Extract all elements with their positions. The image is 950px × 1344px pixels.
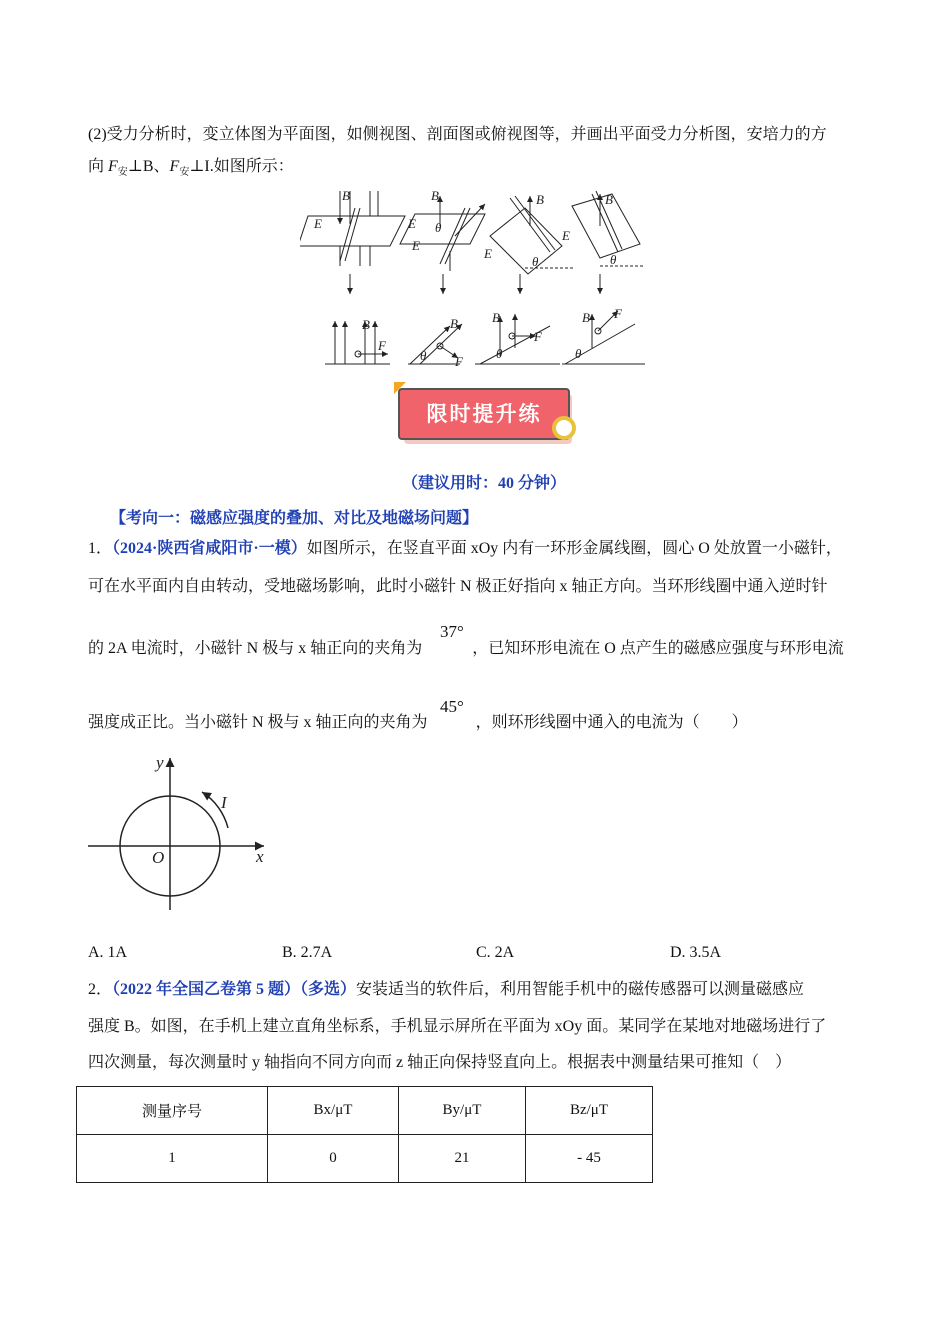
- practice-banner: [396, 386, 576, 448]
- label-b: B: [450, 316, 458, 331]
- coil-figure: [84, 752, 274, 912]
- subscript-an: 安: [117, 167, 128, 179]
- label-e: E: [484, 246, 492, 261]
- angle-45: 45°: [440, 697, 464, 716]
- label-y: y: [156, 753, 164, 772]
- force-symbol: F: [169, 158, 180, 175]
- table-cell: - 45: [526, 1135, 653, 1183]
- force-symbol: F: [108, 158, 118, 175]
- q2-text: 安装适当的软件后，利用智能手机中的磁传感器可以测量磁感应: [356, 981, 805, 998]
- q1-text: 的 2A 电流时，小磁针 N 极与 x 轴正向的夹角为: [88, 640, 423, 657]
- label-b: B: [582, 310, 590, 325]
- option-a[interactable]: A. 1A: [88, 944, 128, 961]
- label-b: B: [492, 310, 500, 325]
- intro-line-1: (2)受力分析时，变立体图为平面图，如侧视图、剖面图或俯视图等，并画出平面受力分析图，安培力的方: [88, 126, 827, 143]
- header-cell: Bx/μT: [268, 1087, 399, 1135]
- q1-line-4: [88, 712, 748, 734]
- table-row: [77, 1135, 653, 1183]
- force-analysis-figure: [300, 186, 650, 368]
- label-f: F: [378, 338, 386, 353]
- perp-b-text: ⊥B、: [127, 158, 170, 175]
- header-cell: 测量序号: [77, 1087, 268, 1135]
- label-e: E: [562, 228, 570, 243]
- intro-text: 如图所示：: [213, 158, 294, 175]
- label-f: F: [455, 354, 463, 368]
- table-cell: 0: [268, 1135, 399, 1183]
- q1-text: ，则环形线圈中通入的电流为（ ）: [475, 714, 748, 731]
- q2-line-2: 强度 B。如图，在手机上建立直角坐标系，手机显示屏所在平面为 xOy 面。某同学在某地对地磁场进行了: [88, 1018, 827, 1035]
- angle-37: 37°: [440, 622, 464, 641]
- option-c[interactable]: C. 2A: [476, 944, 515, 961]
- label-b: B: [536, 192, 544, 207]
- label-x: x: [256, 847, 264, 866]
- subscript-an: 安: [179, 167, 190, 179]
- q1-text: 如图所示，在竖直平面 xOy 内有一环形金属线圈，圆心 O 处放置一小磁针，: [306, 540, 842, 557]
- banner-ring-icon: [552, 416, 576, 440]
- label-theta: θ: [496, 346, 503, 361]
- header-cell: By/μT: [399, 1087, 526, 1135]
- label-theta: θ: [532, 254, 539, 269]
- q1-text: 强度成正比。当小磁针 N 极与 x 轴正向的夹角为: [88, 714, 428, 731]
- label-b: B: [342, 188, 350, 203]
- table-header-row: [77, 1087, 653, 1135]
- table-cell: 21: [399, 1135, 526, 1183]
- q2-number: 2．: [88, 981, 113, 998]
- table-cell: 1: [77, 1135, 268, 1183]
- section-title: 【考向一：磁感应强度的叠加、对比及地磁场问题】: [110, 510, 479, 527]
- label-f: F: [614, 306, 622, 321]
- measurement-table: [76, 1086, 653, 1183]
- option-b[interactable]: B. 2.7A: [282, 944, 333, 961]
- label-theta: θ: [420, 348, 427, 363]
- q2-line-1: [88, 979, 804, 1001]
- label-b: B: [362, 317, 370, 332]
- intro-text: 向: [88, 158, 109, 175]
- label-b: B: [431, 188, 439, 203]
- label-e: E: [412, 238, 420, 253]
- q2-source: （2022 年全国乙卷第 5 题）（多选）: [112, 981, 357, 998]
- option-d[interactable]: D. 3.5A: [670, 944, 722, 961]
- rail-plane-3: [490, 208, 562, 274]
- label-e: E: [408, 216, 416, 231]
- q2-line-3: 四次测量，每次测量时 y 轴指向不同方向而 z 轴正向保持竖直向上。根据表中测量结果可推知（ ）: [88, 1054, 792, 1071]
- label-e: E: [314, 216, 322, 231]
- banner-corner-icon: [394, 382, 406, 394]
- label-theta: θ: [575, 346, 582, 361]
- label-o: O: [152, 848, 165, 867]
- label-b: B: [605, 192, 613, 207]
- q1-line-2: 可在水平面内自由转动，受地磁场影响，此时小磁针 N 极正好指向 x 轴正方向。当环形线圈中通入逆时针: [88, 578, 828, 595]
- label-f: F: [534, 329, 542, 344]
- time-note: （建议用时：40 分钟）: [402, 475, 567, 492]
- q1-number: 1．: [88, 540, 113, 557]
- banner-label: 限时提升练: [398, 388, 570, 440]
- perp-i-text: ⊥I.: [189, 158, 214, 175]
- q1-line-1: [88, 538, 842, 560]
- label-theta: θ: [610, 252, 617, 267]
- intro-line-2: [88, 156, 294, 184]
- q1-line-3: [88, 638, 844, 660]
- label-i: I: [221, 793, 227, 812]
- label-theta: θ: [435, 220, 442, 235]
- q1-source: （2024·陕西省咸阳市·一模）: [112, 540, 307, 557]
- header-cell: Bz/μT: [526, 1087, 653, 1135]
- q1-text: ，已知环形电流在 O 点产生的磁感应强度与环形电流: [472, 640, 844, 657]
